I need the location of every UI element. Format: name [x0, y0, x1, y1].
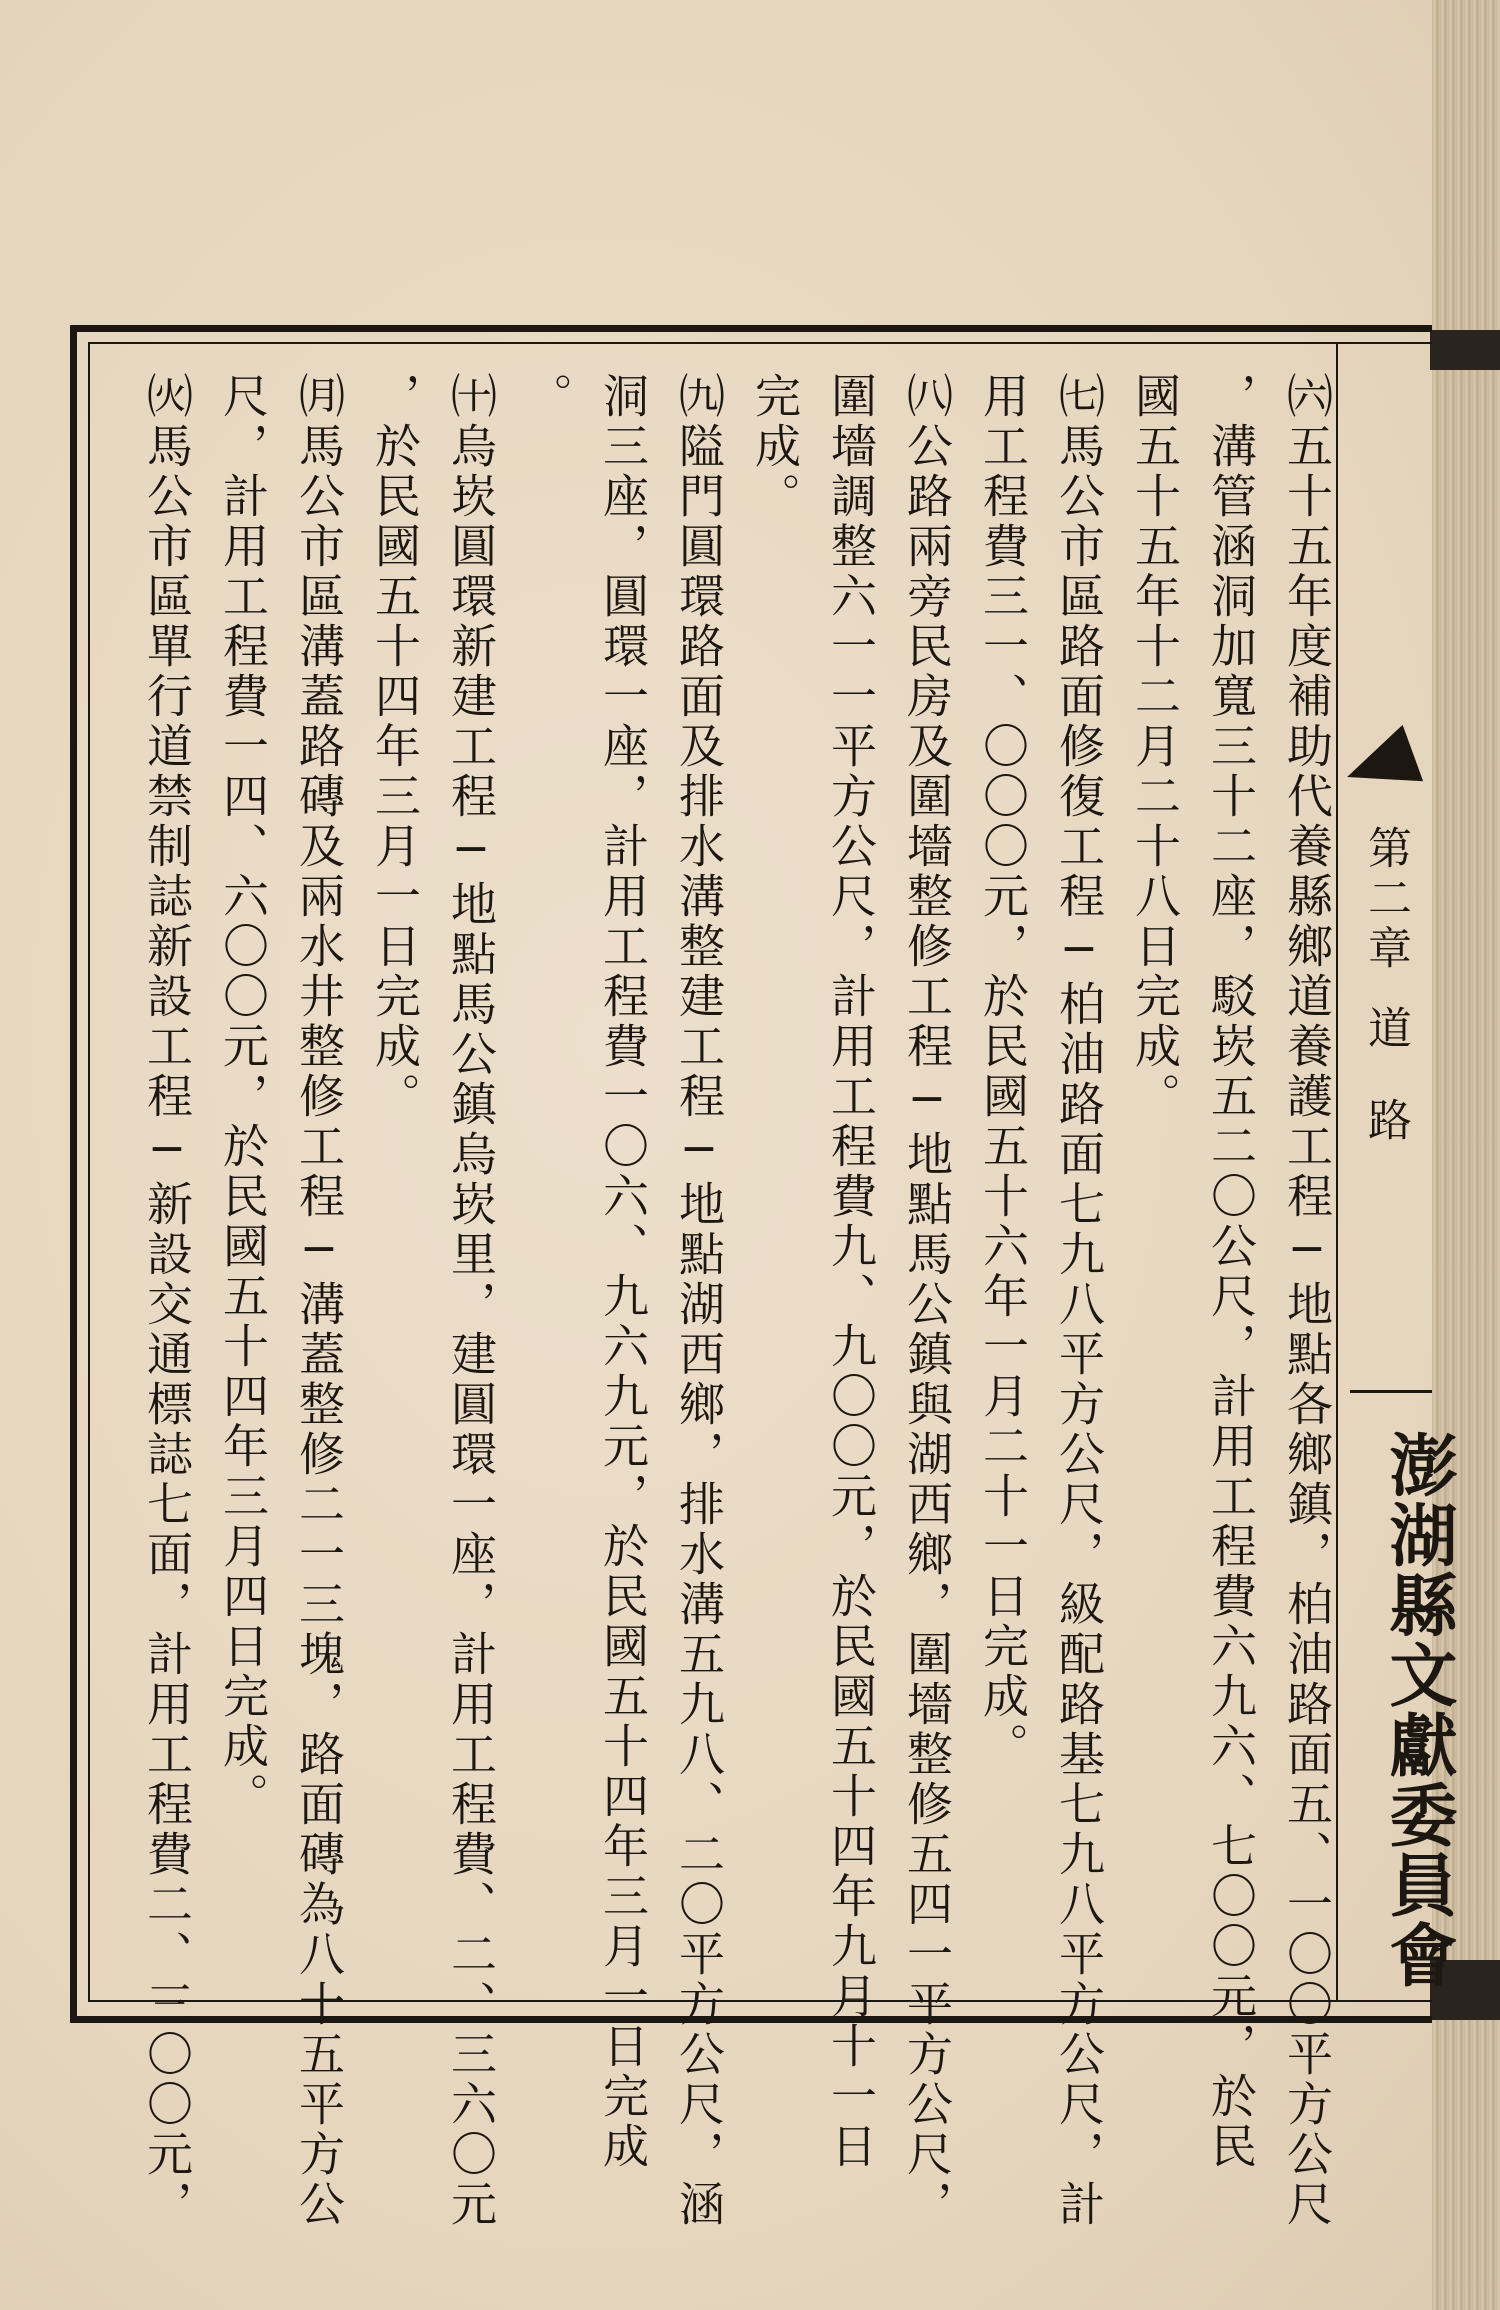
organization-name: 澎湖縣文獻委員會 [1378, 1430, 1458, 1990]
header-rule [1350, 1390, 1432, 1393]
text-column: 圍墻調整六一一平方公尺，計用工程費九、九〇〇元，於民國五十四年九月十一日 [824, 372, 878, 2172]
text-column: ㈦馬公市區路面修復工程─柏油路面七九八平方公尺，級配路基七九八平方公尺，計 [1052, 372, 1106, 2230]
chapter-label: 第二章 [1360, 825, 1411, 975]
chapter-topic: 道路 [1360, 1005, 1411, 1189]
margin-rule-top [1338, 342, 1432, 344]
text-column: ㈩烏崁圓環新建工程─地點馬公鎮烏崁里，建圓環一座，計用工程費、二、三六〇元 [444, 372, 498, 2230]
text-column: ㈨隘門圓環路面及排水溝整建工程─地點湖西鄉，排水溝五九八、二〇平方公尺，涵 [672, 372, 726, 2230]
text-column: 。 [520, 372, 574, 422]
margin-rule-bottom [1338, 2000, 1432, 2002]
text-column: 尺，計用工程費一四、六〇〇元，於民國五十四年三月四日完成。 [216, 372, 270, 1822]
text-column: ㈧公路兩旁民房及圍墻整修工程─地點馬公鎮與湖西鄉，圍墻整修五四一平方公尺， [900, 372, 954, 2230]
text-column: ㈪馬公市區溝蓋路磚及兩水井整修工程─溝蓋整修二一三塊，路面磚為八十五平方公 [292, 372, 346, 2230]
text-column: 用工程費三一、〇〇〇元，於民國五十六年一月二十一日完成。 [976, 372, 1030, 1772]
body-text [100, 372, 1334, 2230]
text-column: ，於民國五十四年三月一日完成。 [368, 372, 422, 1122]
text-column: ㈥五十五年度補助代養縣鄉道養護工程─地點各鄉鎮，柏油路面五、一〇〇平方公尺 [1280, 372, 1334, 2230]
text-column: 國五十五年十二月二十八日完成。 [1128, 372, 1182, 1122]
text-column: 完成。 [748, 372, 802, 522]
edge-band-top [1430, 330, 1500, 370]
text-column: ，溝管涵洞加寬三十二座，駁崁五二〇公尺，計用工程費六九六、七〇〇元，於民 [1204, 372, 1258, 2172]
text-column: 洞三座，圓環一座，計用工程費一〇六、九六九元，於民國五十四年三月一日完成 [596, 372, 650, 2172]
text-column: ㈫馬公市區單行道禁制誌新設工程─新設交通標誌七面，計用工程費二、三〇〇元， [140, 372, 194, 2230]
